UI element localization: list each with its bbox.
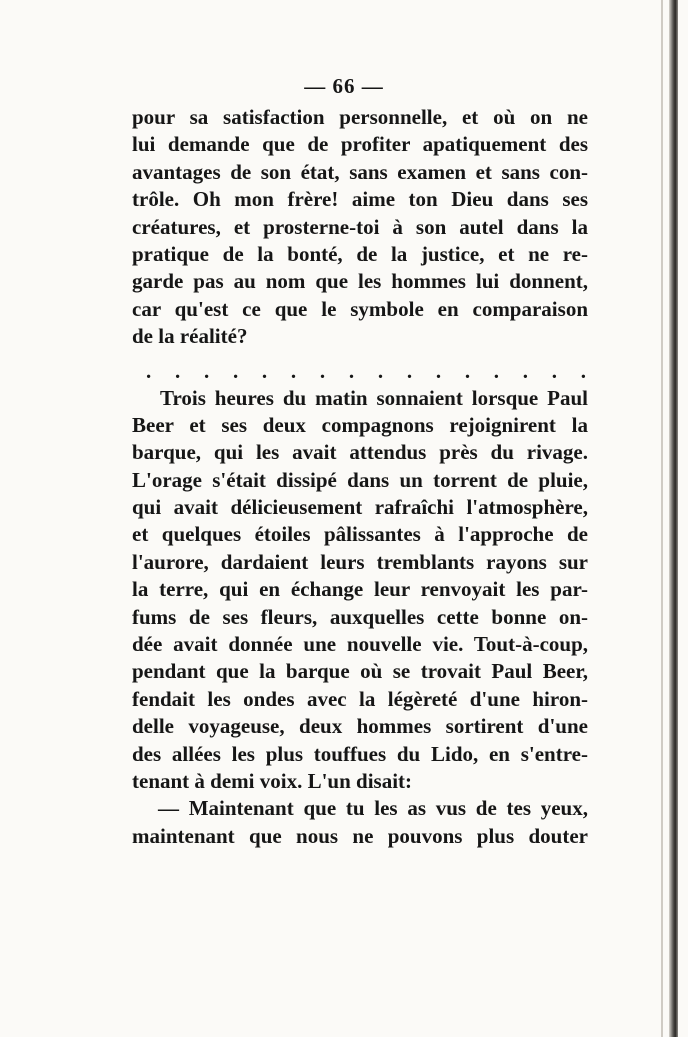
text-line: pratique de la bonté, de la justice, et ne re- [132, 241, 588, 266]
paragraph-3 [132, 795, 588, 850]
text-line: fums de ses fleurs, auxquelles cette bonne on- [132, 604, 588, 629]
paragraph-2 [132, 385, 588, 796]
text-line: créatures, et prosterne-toi à son autel dans la [132, 214, 588, 239]
text-line: l'aurore, dardaient leurs tremblants rayons sur [132, 549, 588, 574]
page-fold-line [661, 0, 663, 1037]
text-line: Beer et ses deux compagnons rejoignirent la [132, 412, 588, 437]
section-separator: . . . . . . . . . . . . . . . . [146, 358, 588, 383]
text-line: fendait les ondes avec la légèreté d'une hiron- [132, 686, 588, 711]
body-text [132, 104, 588, 850]
text-line: pendant que la barque où se trovait Paul Beer, [132, 659, 588, 684]
text-line: avantages de son état, sans examen et sans con- [132, 159, 588, 184]
text-line: maintenant que nous ne pouvons plus douter [132, 823, 588, 848]
text-line: pour sa satisfaction personnelle, et où on ne [132, 105, 588, 129]
text-line: garde pas au nom que les hommes lui donnent, [132, 269, 588, 294]
page-edge-shadow [669, 0, 678, 1037]
text-line: — Maintenant que tu les as vus de tes yeux, [158, 796, 588, 821]
text-line: car qu'est ce que le symbole en comparaison [132, 296, 588, 321]
paragraph-1 [132, 104, 588, 351]
text-line: L'orage s'était dissipé dans un torrent de pluie, [132, 467, 588, 492]
text-line: trôle. Oh mon frère! aime ton Dieu dans ses [132, 187, 588, 212]
text-line: et quelques étoiles pâlissantes à l'approche de [132, 522, 588, 547]
text-line: Trois heures du matin sonnaient lorsque Paul [160, 385, 588, 410]
text-line: des allées les plus touffues du Lido, en s'entre- [132, 741, 588, 766]
text-line: qui avait délicieusement rafraîchi l'atmosphère, [132, 495, 588, 520]
text-line: dée avait donnée une nouvelle vie. Tout-à-coup, [132, 632, 588, 657]
page-number: — 66 — [304, 74, 384, 98]
text-line: tenant à demi voix. L'un disait: [132, 768, 413, 793]
text-line: lui demande que de profiter apatiquement des [132, 132, 588, 157]
text-line: barque, qui les avait attendus près du rivage. [132, 440, 588, 465]
text-line: la terre, qui en échange leur renvoyait les par- [132, 577, 588, 602]
text-line: delle voyageuse, deux hommes sortirent d'une [132, 714, 588, 739]
text-line: de la réalité? [132, 324, 248, 349]
